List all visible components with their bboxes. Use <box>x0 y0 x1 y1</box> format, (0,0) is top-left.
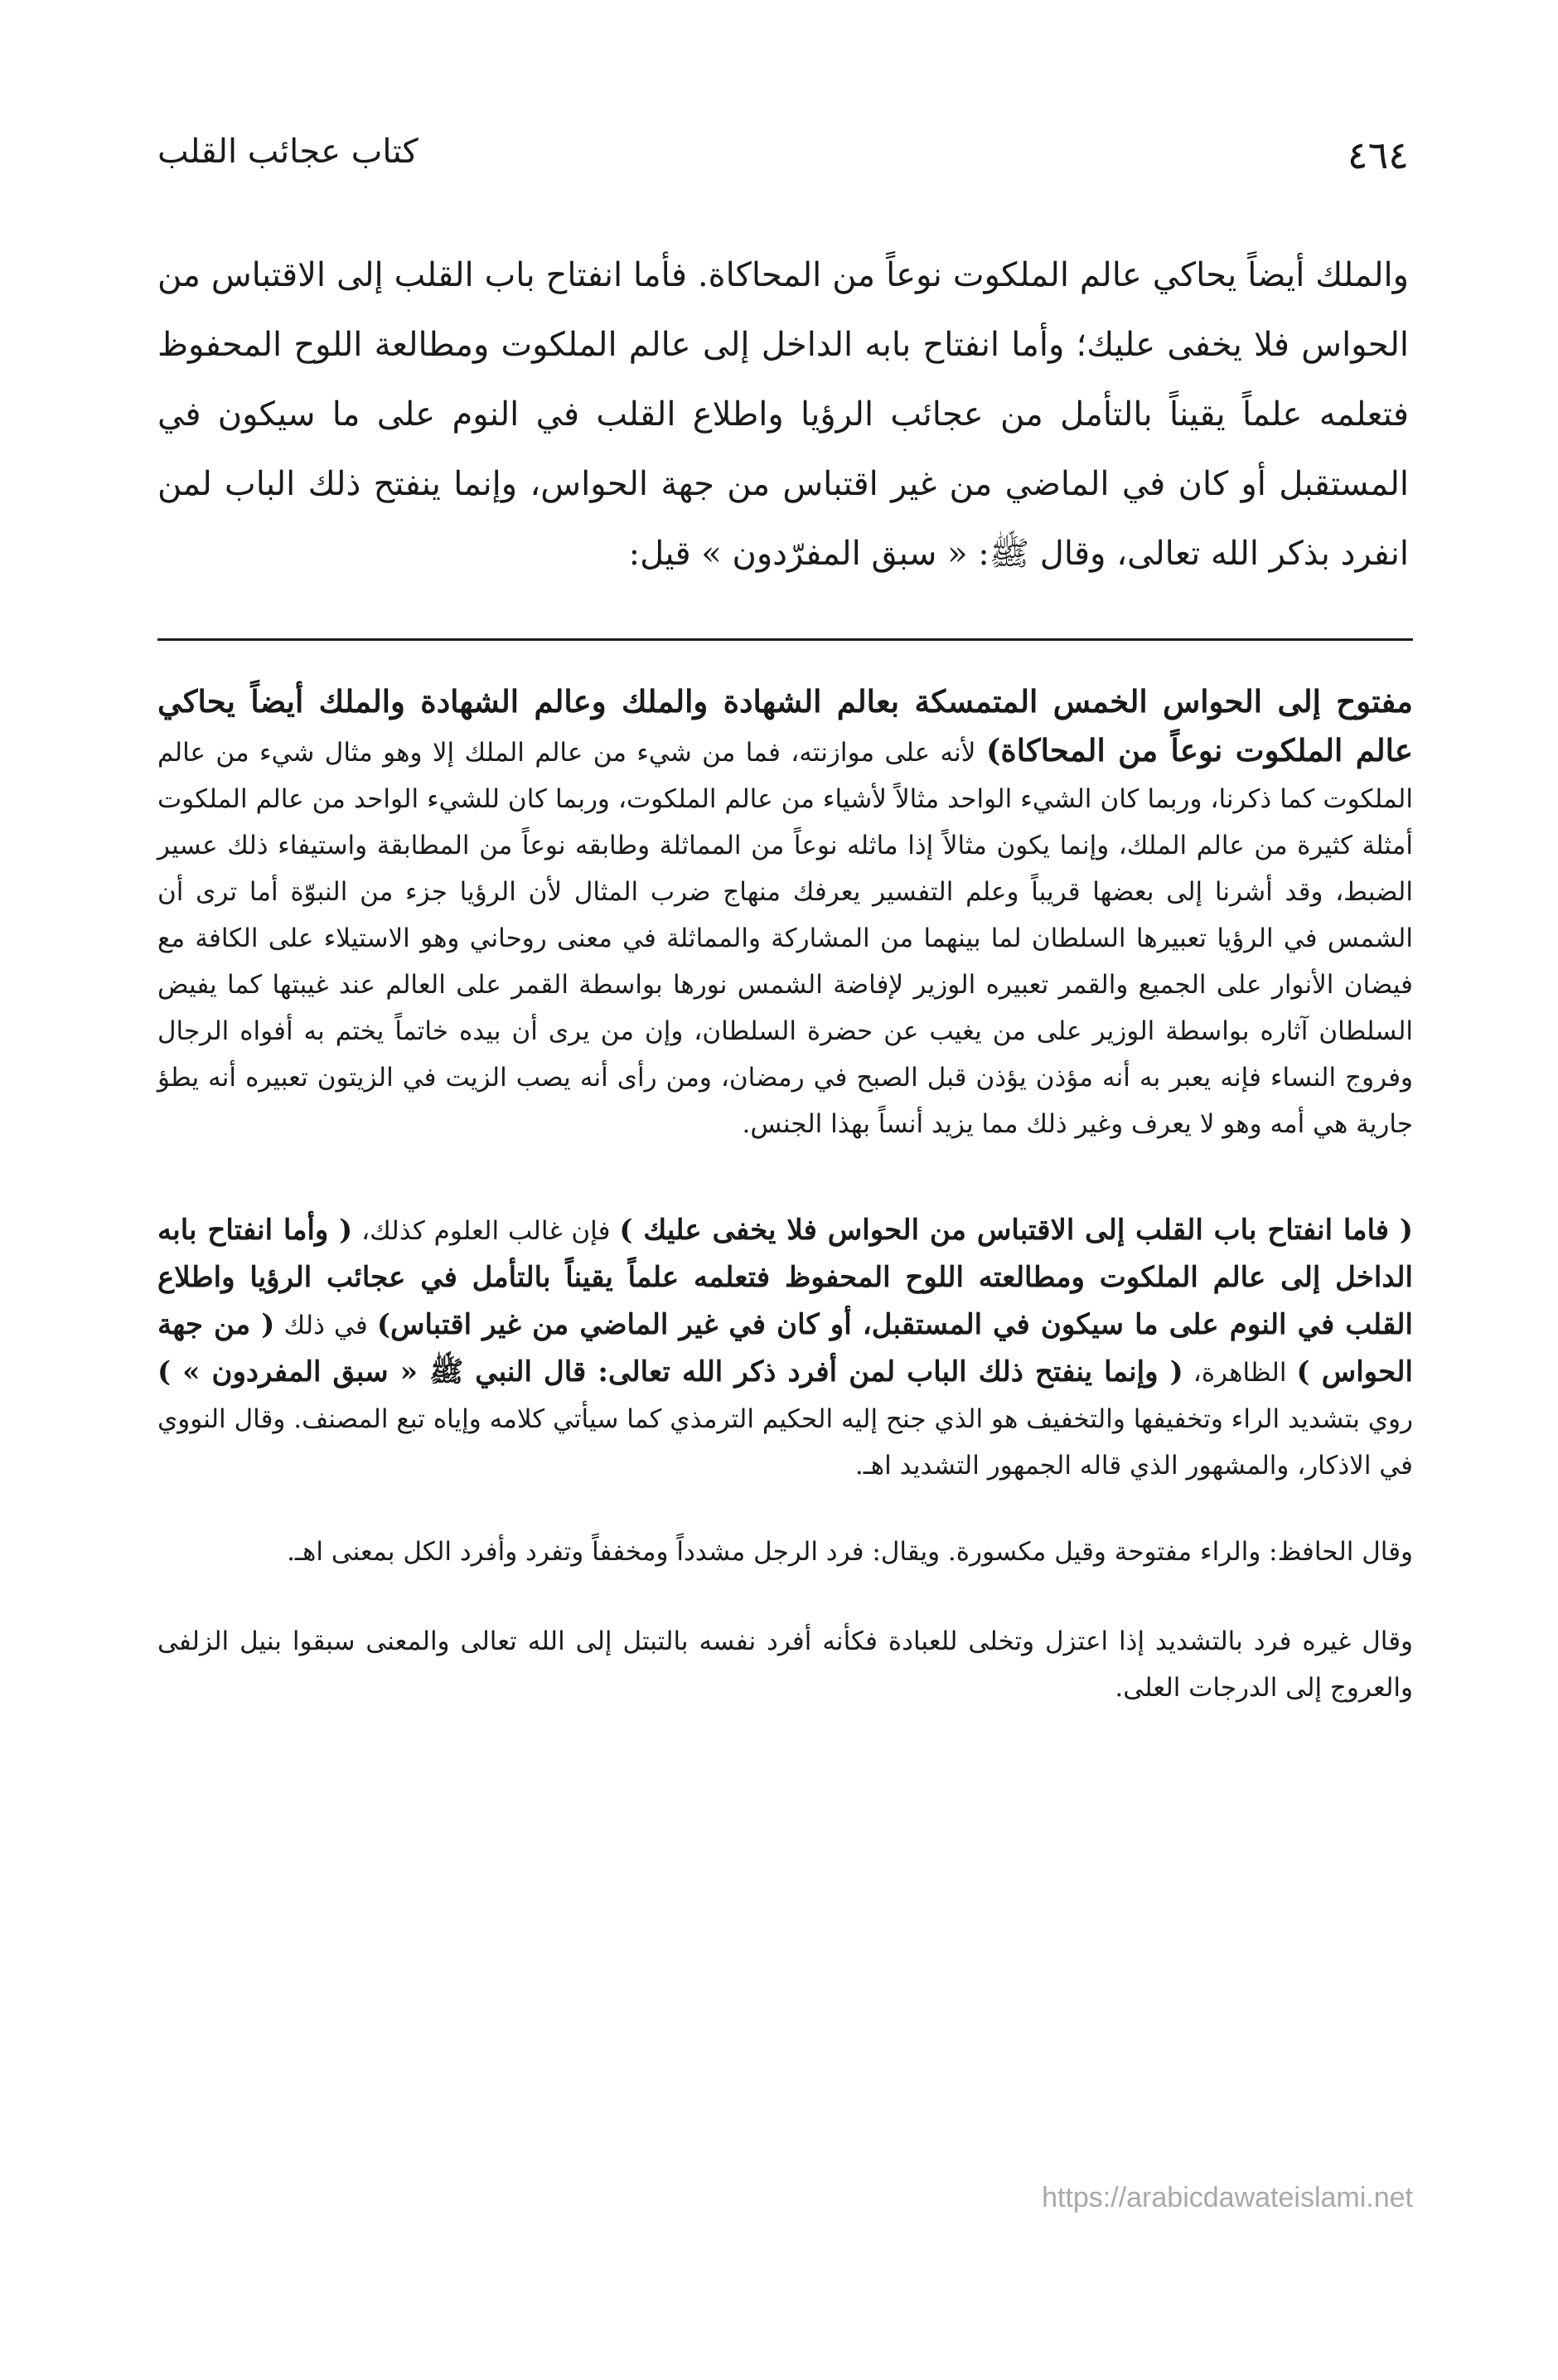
quoted-phrase: ( وأما انفتاح بابه الداخل إلى عالم الملكوت ومطالعته اللوح المحفوظ فتعلمه علماً يقيناً بالتأمل في عجائب الرؤيا واطلاع القلب في النوم على ما سيكون في المستقبل، أو كان في غير الماضي من غير اقتباس) <box>157 1214 1413 1341</box>
commentary-text: فإن غالب العلوم كذلك، <box>352 1216 620 1246</box>
commentary-paragraph-1 <box>157 678 1413 1147</box>
quoted-phrase: ( وإنما ينفتح ذلك الباب لمن أفرد ذكر الله تعالى: قال النبي ﷺ « سبق المفردون » ) <box>157 1355 1183 1389</box>
main-text-block <box>157 240 1409 589</box>
commentary-lead-bold: مفتوح إلى الحواس الخمس المتمسكة بعالم الشهادة والملك وعالم الشهادة والملك أيضاً يحاكي عالم الملكوت نوعاً من المحاكاة) <box>157 683 1413 768</box>
running-title: كتاب عجائب القلب <box>157 133 419 171</box>
commentary-paragraph-2 <box>157 1207 1413 1489</box>
quoted-phrase: ( فاما انفتاح باب القلب إلى الاقتباس من الحواس فلا يخفى عليك ) <box>619 1214 1413 1247</box>
commentary-text: الظاهرة، <box>1183 1358 1297 1388</box>
main-text-paragraph: والملك أيضاً يحاكي عالم الملكوت نوعاً من المحاكاة. فأما انفتاح باب القلب إلى الاقتباس من الحواس فلا يخفى عليك؛ وأما انفتاح بابه الداخل إلى عالم الملكوت ومطالعة اللوح المحفوظ فتعلمه علماً يقيناً بالتأمل من عجائب الرؤيا واطلاع القلب في النوم على ما سيكون في المستقبل أو كان في الماضي من غير اقتباس من جهة الحواس، وإنما ينفتح ذلك الباب لمن انفرد بذكر الله تعالى، وقال ﷺ: « سبق المفرّدون » قيل: <box>157 256 1409 573</box>
watermark-url: https://arabicdawateislami.net <box>1042 2182 1413 2213</box>
commentary-paragraph-4: وقال غيره فرد بالتشديد إذا اعتزل وتخلى للعبادة فكأنه أفرد نفسه بالتبتل إلى الله تعالى والمعنى سبقوا بنيل الزلفى والعروج إلى الدرجات العلى. <box>157 1626 1413 1703</box>
commentary-block <box>157 678 1413 1711</box>
commentary-paragraph-3: وقال الحافظ: والراء مفتوحة وقيل مكسورة. ويقال: فرد الرجل مشدداً ومخففاً وتفرد وأفرد الكل بمعنى اهـ. <box>287 1537 1413 1567</box>
quoted-phrase: ( من جهة الحواس ) <box>157 1308 1413 1389</box>
commentary-text: روي بتشديد الراء وتخفيفها والتخفيف هو الذي جنح إليه الحكيم الترمذي كما سيأتي كلامه وإياه تبع المصنف. وقال النووي في الاذكار، والمشهور الذي قاله الجمهور التشديد اهـ. <box>157 1404 1413 1481</box>
separator-rule <box>157 638 1413 641</box>
page-header <box>157 133 1409 191</box>
page-number: ٤٦٤ <box>1347 133 1409 177</box>
commentary-text: في ذلك <box>274 1311 377 1340</box>
commentary-text: لأنه على موازنته، فما من شيء من عالم الملك إلا وهو مثال شيء من عالم الملكوت كما ذكرنا، وربما كان الشيء الواحد مثالاً لأشياء من عالم الملكوت، وربما كان للشيء الواحد من عالم الملكوت أمثلة كثيرة من عالم الملك، وإنما يكون مثالاً إذا ماثله نوعاً من المماثلة وطابقه نوعاً من المطابقة واستيفاء ذلك عسير الضبط، وقد أشرنا إلى بعضها قريباً وعلم التفسير يعرفك منهاج ضرب المثال لأن الرؤيا جزء من النبوّة أما ترى أن الشمس في الرؤيا تعبيرها السلطان لما بينهما من المشاركة والمماثلة في معنى روحاني وهو الاستيلاء على الكافة مع فيضان الأنوار على الجميع والقمر تعبيره الوزير لإفاضة الشمس نورها بواسطة القمر على العالم عند غيبتها كما يفيض السلطان آثاره بواسطة الوزير على من يغيب عن حضرة السلطان، وإن من يرى أن بيده خاتماً يختم به أفواه الرجال وفروج النساء فإنه يعبر به أنه مؤذن يؤذن قبل الصبح في رمضان، ومن رأى أنه يصب الزيت في الزيتون تعبيره أنه يطؤ جارية هي أمه وهو لا يعرف وغير ذلك مما يزيد أنساً بهذا الجنس. <box>157 738 1413 1139</box>
